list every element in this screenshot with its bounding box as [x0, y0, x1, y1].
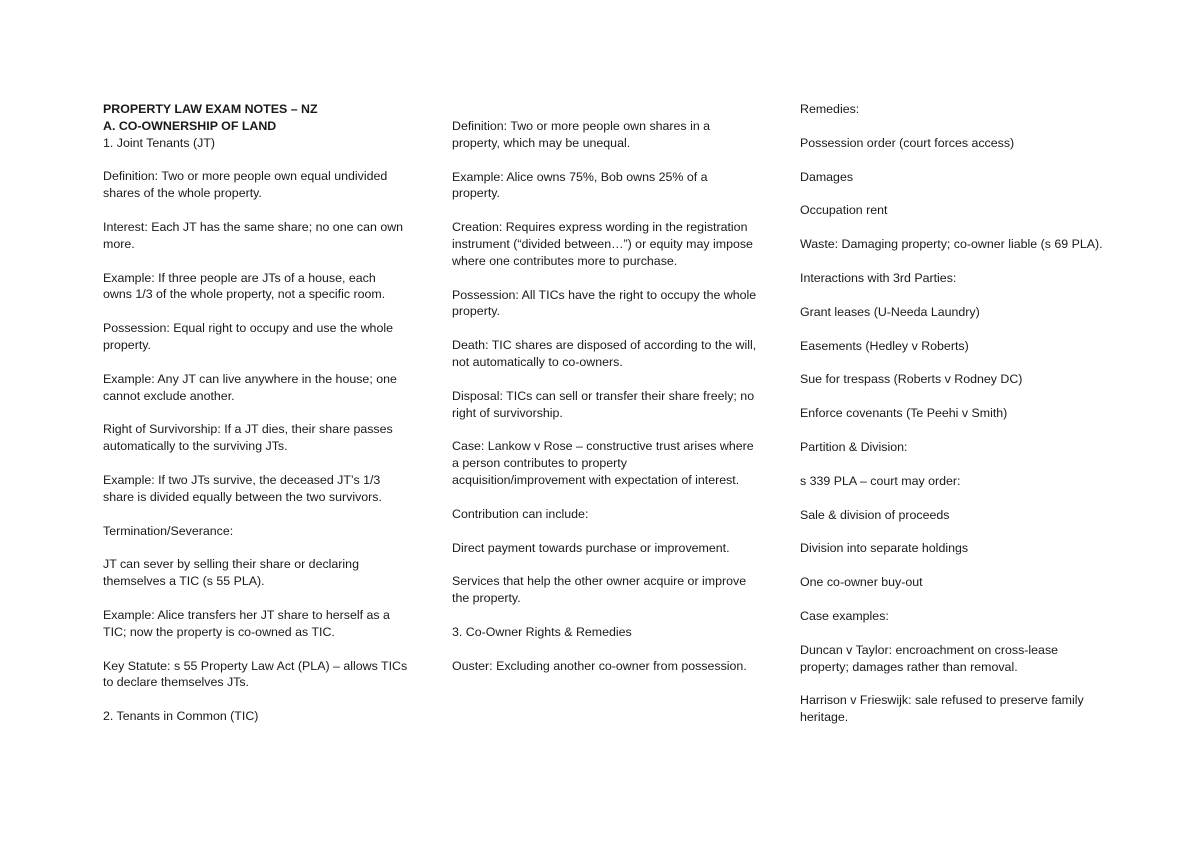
- paragraph: Harrison v Frieswijk: sale refused to preserve family heritage.: [800, 693, 1084, 725]
- paragraph: Example: Alice transfers her JT share to herself as a TIC; now the property is co-owned as TIC.: [103, 607, 390, 639]
- paragraph: Case examples:: [800, 608, 889, 623]
- paragraph: Possession order (court forces access): [800, 135, 1015, 150]
- column-3: [800, 101, 1105, 743]
- paragraph: Services that help the other owner acquire or improve the property.: [452, 574, 747, 606]
- paragraph: Duncan v Taylor: encroachment on cross-lease property; damages rather than removal.: [800, 642, 1059, 674]
- column-2-body: [452, 118, 757, 675]
- column-1-body: [103, 135, 408, 725]
- paragraph: Interactions with 3rd Parties:: [800, 270, 957, 285]
- paragraph: Disposal: TICs can sell or transfer their share freely; no right of survivorship.: [452, 388, 755, 420]
- paragraph: Example: If three people are JTs of a house, each owns 1/3 of the whole property, not a specific room.: [103, 270, 386, 302]
- paragraph: Enforce covenants (Te Peehi v Smith): [800, 406, 1008, 421]
- column-2: [452, 118, 757, 692]
- paragraph: 1. Joint Tenants (JT): [103, 135, 216, 150]
- paragraph: Grant leases (U-Needa Laundry): [800, 304, 980, 319]
- paragraph: Creation: Requires express wording in the registration instrument (“divided between…”) or equity may impose where one contributes more to purchase.: [452, 220, 753, 268]
- paragraph: Definition: Two or more people own equal undivided shares of the whole property.: [103, 169, 388, 201]
- paragraph: Definition: Two or more people own shares in a property, which may be unequal.: [452, 119, 711, 150]
- column-1: [103, 101, 408, 742]
- paragraph: Key Statute: s 55 Property Law Act (PLA) – allows TICs to declare themselves JTs.: [103, 658, 408, 690]
- paragraph: Remedies:: [800, 102, 860, 116]
- paragraph: Example: Any JT can live anywhere in the house; one cannot exclude another.: [103, 371, 397, 403]
- column-3-body: [800, 101, 1105, 726]
- paragraph: Occupation rent: [800, 203, 888, 218]
- paragraph: Sale & division of proceeds: [800, 507, 950, 522]
- paragraph: Example: Alice owns 75%, Bob owns 25% of a property.: [452, 169, 708, 201]
- paragraph: Waste: Damaging property; co-owner liable (s 69 PLA).: [800, 237, 1103, 252]
- paragraph: s 339 PLA – court may order:: [800, 473, 961, 488]
- paragraph: Possession: All TICs have the right to occupy the whole property.: [452, 287, 757, 319]
- paragraph: Ouster: Excluding another co-owner from possession.: [452, 658, 747, 673]
- paragraph: Interest: Each JT has the same share; no one can own more.: [103, 219, 404, 251]
- paragraph: Sue for trespass (Roberts v Rodney DC): [800, 372, 1023, 387]
- paragraph: Damages: [800, 169, 854, 184]
- paragraph: Division into separate holdings: [800, 541, 969, 556]
- paragraph: Case: Lankow v Rose – constructive trust arises where a person contributes to property acquisition/improvement with expectation of interest.: [452, 439, 754, 487]
- paragraph: Example: If two JTs survive, the deceased JT’s 1/3 share is divided equally between the two survivors.: [103, 472, 382, 504]
- paragraph: Right of Survivorship: If a JT dies, their share passes automatically to the surviving JTs.: [103, 422, 393, 454]
- paragraph: One co-owner buy-out: [800, 575, 923, 590]
- paragraph: Partition & Division:: [800, 439, 908, 454]
- paragraph: Easements (Hedley v Roberts): [800, 338, 969, 353]
- paragraph: Death: TIC shares are disposed of according to the will, not automatically to co-owners.: [452, 338, 757, 369]
- paragraph: JT can sever by selling their share or declaring themselves a TIC (s 55 PLA).: [103, 557, 359, 589]
- paragraph: 2. Tenants in Common (TIC): [103, 709, 259, 724]
- document-title: PROPERTY LAW EXAM NOTES – NZ: [103, 102, 318, 116]
- paragraph: 3. Co-Owner Rights & Remedies: [452, 624, 632, 639]
- paragraph: Termination/Severance:: [103, 523, 234, 538]
- section-heading: A. CO-OWNERSHIP OF LAND: [103, 118, 277, 133]
- paragraph: Possession: Equal right to occupy and use the whole property.: [103, 321, 393, 352]
- paragraph: Contribution can include:: [452, 506, 589, 521]
- paragraph: Direct payment towards purchase or improvement.: [452, 540, 730, 555]
